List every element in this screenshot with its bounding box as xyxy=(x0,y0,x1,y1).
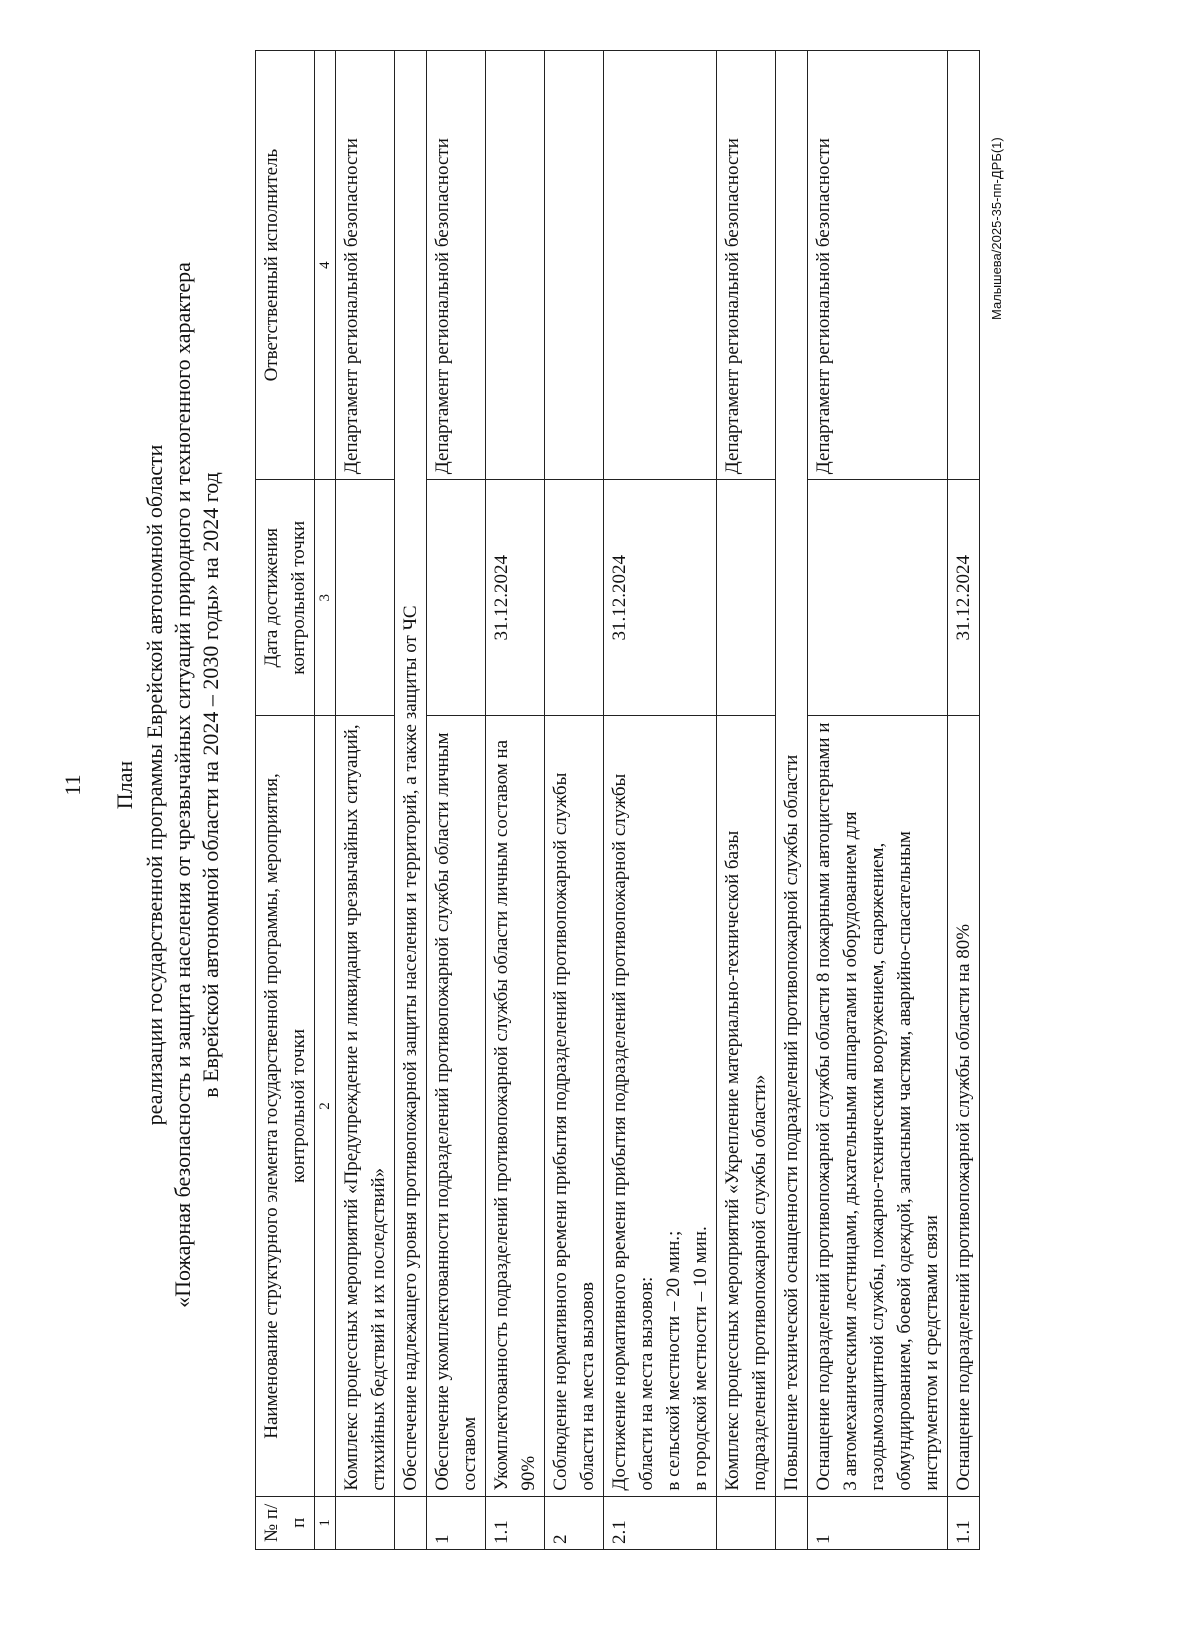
rotated-page xyxy=(60,10,1140,1560)
subtitle-line-3: в Еврейской автономной области на 2024 – 2030 годы» на 2024 год xyxy=(198,472,223,1098)
document-title: План xyxy=(112,760,137,810)
col-number: 3 xyxy=(315,480,336,716)
row-executor: Департамент региональной безопасности xyxy=(336,51,395,480)
row-date xyxy=(336,480,395,716)
row-number: 2 xyxy=(545,1496,604,1549)
row-number: 1.1 xyxy=(948,1496,980,1549)
row-name: Достижение нормативного времени прибытия подразделений противопожарной службы области на места вызовов: в сельской местности – 20 мин.; в городской местности – 10 мин. xyxy=(604,716,717,1496)
table-row xyxy=(545,51,604,1550)
row-executor: Департамент региональной безопасности xyxy=(427,51,486,480)
table-row xyxy=(717,51,776,1550)
row-number: 1.1 xyxy=(486,1496,545,1549)
section-title: Обеспечение надлежащего уровня противопожарной защиты населения и территорий, а также защиты от ЧС xyxy=(395,51,427,1497)
table-header xyxy=(256,51,315,1550)
row-date xyxy=(427,480,486,716)
row-date: 31.12.2024 xyxy=(486,480,545,716)
col-number: 4 xyxy=(315,51,336,480)
section-num-cell xyxy=(395,1496,427,1549)
row-date xyxy=(717,480,776,716)
table-row xyxy=(808,51,948,1550)
row-number xyxy=(336,1496,395,1549)
table-row xyxy=(427,51,486,1550)
col-number: 1 xyxy=(315,1496,336,1549)
header-exec: Ответственный исполнитель xyxy=(256,51,315,480)
section-num-cell xyxy=(776,1496,808,1549)
row-executor: Департамент региональной безопасности xyxy=(717,51,776,480)
row-date: 31.12.2024 xyxy=(948,480,980,716)
section-row xyxy=(776,51,808,1550)
row-name: Комплекс процессных мероприятий «Предупреждение и ликвидация чрезвычайных ситуаций, стихийных бедствий и их последствий» xyxy=(336,716,395,1496)
row-executor xyxy=(948,51,980,480)
row-executor xyxy=(486,51,545,480)
table-row xyxy=(948,51,980,1550)
row-name: Укомплектованность подразделений противопожарной службы области личным составом на 90% xyxy=(486,716,545,1496)
table-row xyxy=(486,51,545,1550)
row-number: 1 xyxy=(808,1496,948,1549)
column-numbers-row xyxy=(315,51,336,1550)
header-date: Дата достижения контрольной точки xyxy=(256,480,315,716)
header-name: Наименование структурного элемента государственной программы, мероприятия, контрольной точки xyxy=(256,716,315,1496)
row-date xyxy=(545,480,604,716)
row-name: Соблюдение нормативного времени прибытия подразделений противопожарной службы области на места вызовов xyxy=(545,716,604,1496)
row-executor: Департамент региональной безопасности xyxy=(808,51,948,480)
row-number: 1 xyxy=(427,1496,486,1549)
subtitle-line-2: «Пожарная безопасность и защита населения от чрезвычайных ситуаций природного и техногенного характера xyxy=(170,262,195,1308)
section-title: Повышение технической оснащенности подразделений противопожарной службы области xyxy=(776,51,808,1497)
section-row xyxy=(395,51,427,1550)
plan-table xyxy=(255,50,980,1550)
row-executor xyxy=(545,51,604,480)
table-row xyxy=(336,51,395,1550)
table-body xyxy=(336,51,980,1550)
row-name: Оснащение подразделений противопожарной службы области 8 пожарными автоцистернами и 3 автомеханическими лестницами, дыхательными аппаратами и оборудованием для газодымозащитной службы, пожарно-техническим вооружением, снаряжением, обмундированием, боевой одеждой, запасными частями, аварийно-спасательным инструментом и средствами связи xyxy=(808,716,948,1496)
page-number: 11 xyxy=(60,774,85,796)
row-executor xyxy=(604,51,717,480)
row-number xyxy=(717,1496,776,1549)
header-num: № п/п xyxy=(256,1496,315,1549)
col-number: 2 xyxy=(315,716,336,1496)
document-footer: Малышева/2025-35-пп-ДРБ(1) xyxy=(989,137,1005,320)
subtitle-line-1: реализации государственной программы Еврейской автономной области xyxy=(142,444,167,1126)
row-name: Обеспечение укомплектованности подразделений противопожарной службы области личным составом xyxy=(427,716,486,1496)
table-row xyxy=(604,51,717,1550)
row-date xyxy=(808,480,948,716)
row-number: 2.1 xyxy=(604,1496,717,1549)
row-date: 31.12.2024 xyxy=(604,480,717,716)
row-name: Оснащение подразделений противопожарной службы области на 80% xyxy=(948,716,980,1496)
row-name: Комплекс процессных мероприятий «Укрепление материально-технической базы подразделений противопожарной службы области» xyxy=(717,716,776,1496)
